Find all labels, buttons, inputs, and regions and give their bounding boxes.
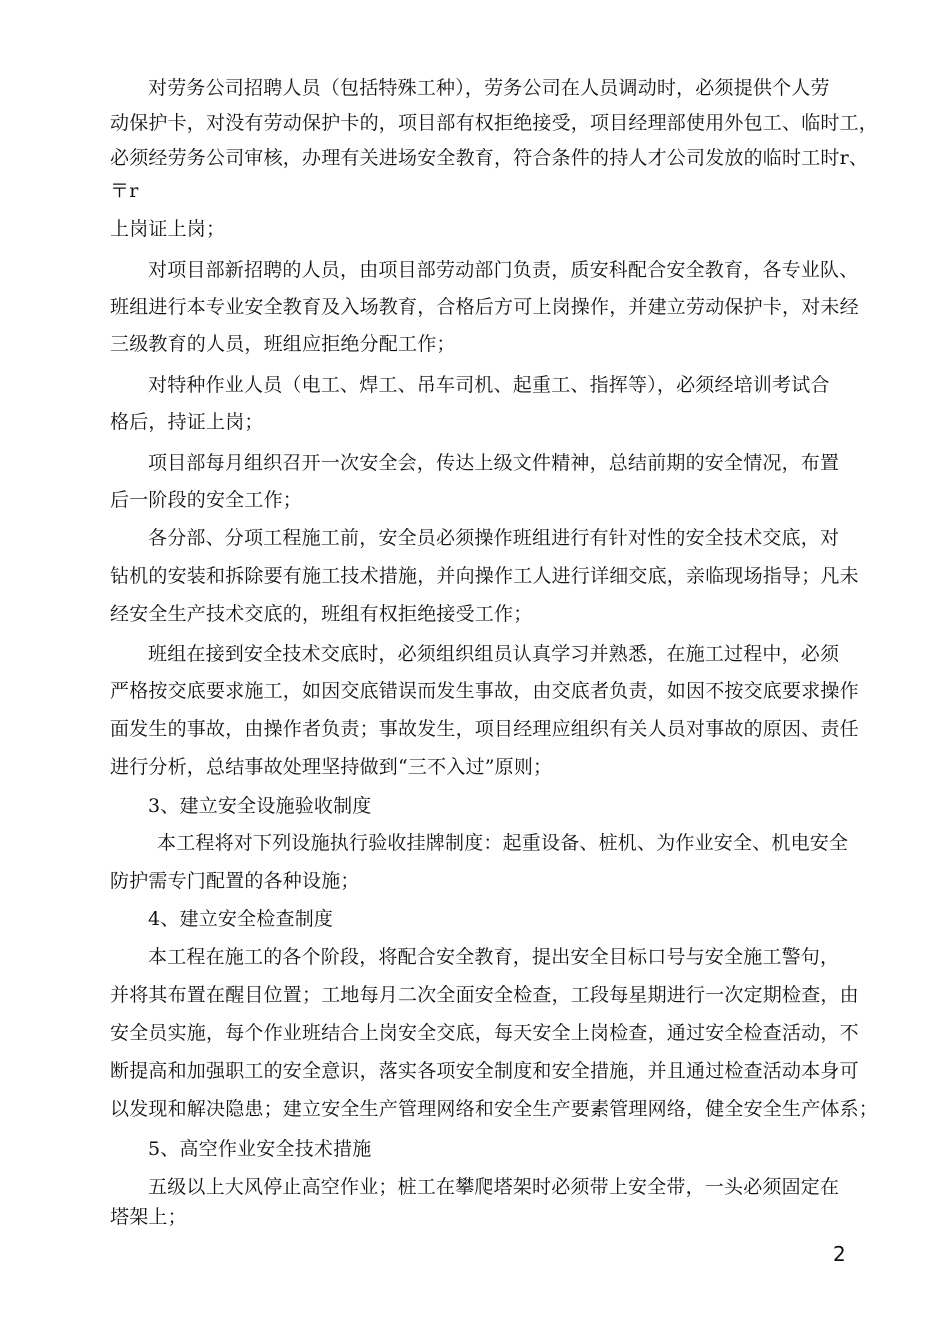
text-line: 对项目部新招聘的人员，由项目部劳动部门负责，质安科配合安全教育，各专业队、 <box>148 259 859 281</box>
text-line: 严格按交底要求施工，如因交底错误而发生事故，由交底者负责，如因不按交底要求操作 <box>110 680 859 702</box>
text-line: 三级教育的人员，班组应拒绝分配工作； <box>110 333 456 355</box>
text-line: 本工程在施工的各个阶段，将配合安全教育，提出安全目标口号与安全施工警句， <box>148 946 840 968</box>
text-line: 进行分析，总结事故处理坚持做到“三不入过”原则； <box>110 756 553 778</box>
text-line: 钻机的安装和拆除要有施工技术措施，并向操作工人进行详细交底，亲临现场指导；凡未 <box>110 565 859 587</box>
text-line: 以发现和解决隐患；建立安全生产管理网络和安全生产要素管理网络，健全安全生产体系； <box>110 1098 879 1120</box>
text-line: 班组在接到安全技术交底时，必须组织组员认真学习并熟悉，在施工过程中，必须 <box>148 643 840 665</box>
page-number: 2 <box>833 1242 846 1266</box>
section-heading: 5、高空作业安全技术措施 <box>148 1138 372 1160</box>
section-heading: 4、建立安全检查制度 <box>148 908 334 930</box>
text-line: 面发生的事故，由操作者负责；事故发生，项目经理应组织有关人员对事故的原因、责任 <box>110 718 859 740</box>
text-line: 塔架上； <box>110 1206 187 1228</box>
text-line: 本工程将对下列设施执行验收挂牌制度：起重设备、桩机、为作业安全、机电安全 <box>157 832 849 854</box>
text-line: 断提高和加强职工的安全意识，落实各项安全制度和安全措施，并且通过检查活动本身可 <box>110 1060 859 1082</box>
text-line: 必须经劳务公司审核，办理有关进场安全教育，符合条件的持人才公司发放的临时工时r、 <box>110 147 869 169</box>
text-line: 并将其布置在醒目位置；工地每月二次全面安全检查，工段每星期进行一次定期检查，由 <box>110 984 859 1006</box>
text-line: 后一阶段的安全工作； <box>110 489 303 511</box>
text-line: 班组进行本专业安全教育及入场教育，合格后方可上岗操作，并建立劳动保护卡，对未经 <box>110 296 859 318</box>
text-line: 对劳务公司招聘人员（包括特殊工种），劳务公司在人员调动时，必须提供个人劳 <box>148 77 830 99</box>
text-line: 防护需专门配置的各种设施； <box>110 870 360 892</box>
text-line: 各分部、分项工程施工前，安全员必须操作班组进行有针对性的安全技术交底，对 <box>148 527 840 549</box>
section-heading: 3、建立安全设施验收制度 <box>148 795 372 817</box>
text-line: 项目部每月组织召开一次安全会，传达上级文件精神，总结前期的安全情况，布置 <box>148 452 840 474</box>
text-line: 格后，持证上岗； <box>110 411 264 433</box>
text-line: 五级以上大风停止高空作业；桩工在攀爬塔架时必须带上安全带，一头必须固定在 <box>148 1176 840 1198</box>
text-line: 对特种作业人员（电工、焊工、吊车司机、起重工、指挥等），必须经培训考试合 <box>148 374 830 396</box>
text-line: 上岗证上岗； <box>110 218 226 240</box>
text-line: 安全员实施，每个作业班结合上岗安全交底，每天安全上岗检查，通过安全检查活动，不 <box>110 1022 859 1044</box>
text-line: 经安全生产技术交底的，班组有权拒绝接受工作； <box>110 603 533 625</box>
text-line: 动保护卡，对没有劳动保护卡的，项目部有权拒绝接受，项目经理部使用外包工、临时工， <box>110 112 879 134</box>
text-line: 〒r <box>110 180 139 202</box>
